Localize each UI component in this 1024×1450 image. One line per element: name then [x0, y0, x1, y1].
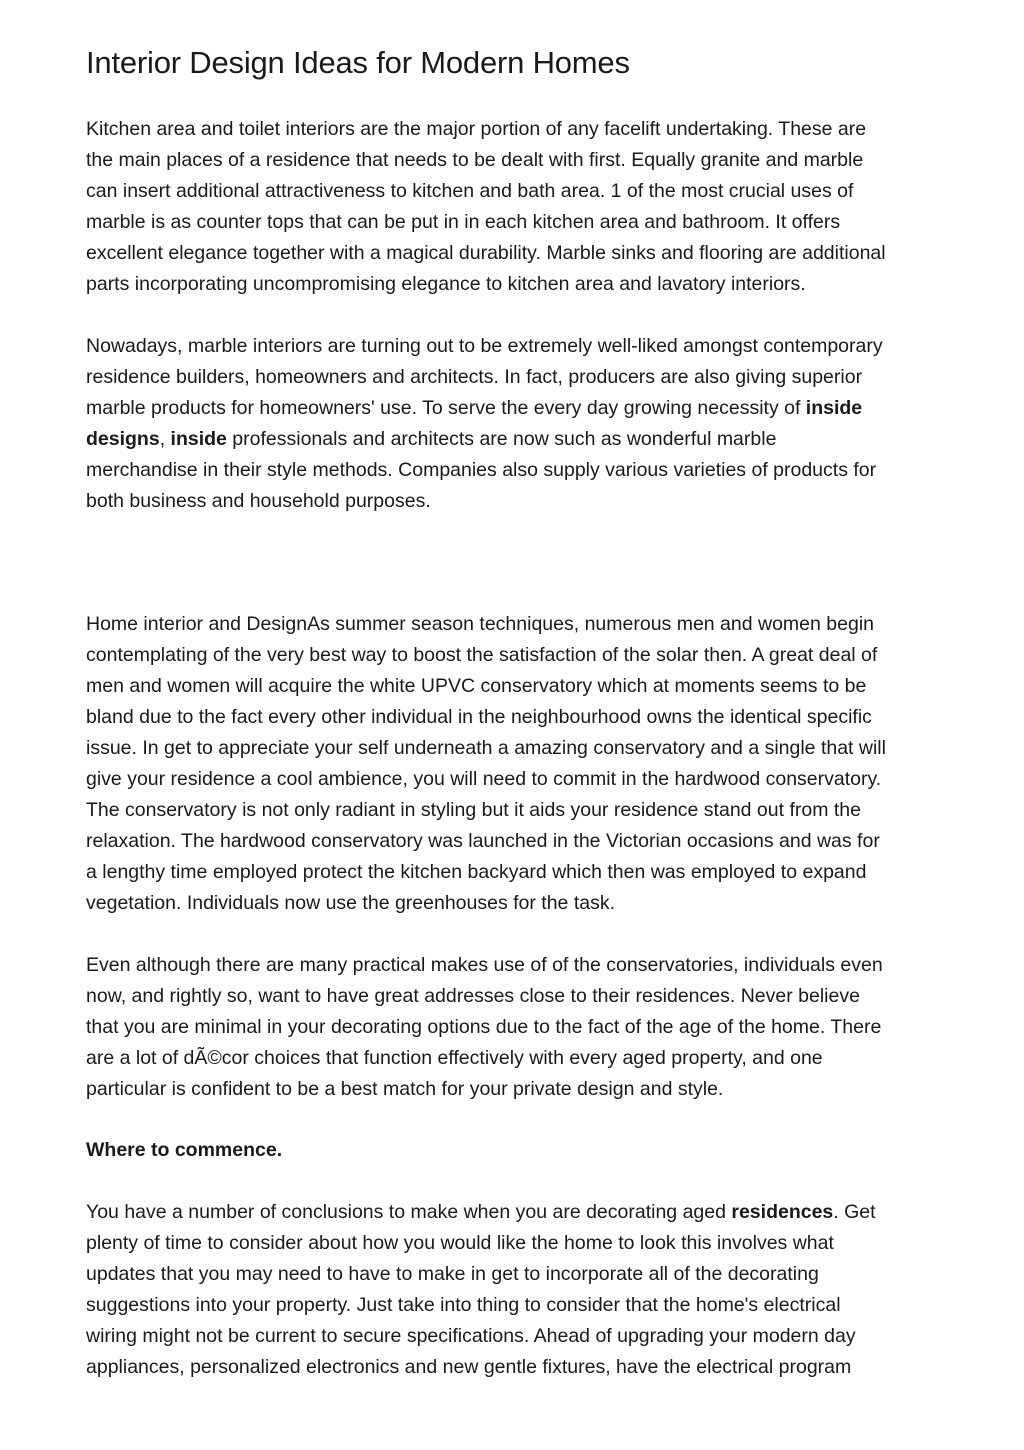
text-line: residence builders, homeowners and architects. In fact, producers are also giving superior: [86, 366, 863, 388]
text-line: updates that you may need to have to make in get to incorporate all of the decorating: [86, 1263, 819, 1285]
text-line: [86, 1197, 948, 1228]
keyword-bold: residences: [731, 1201, 834, 1223]
section-subheading: Where to commence.: [86, 1139, 283, 1161]
text-segment: . Get: [833, 1201, 876, 1223]
paragraph-kitchen-interiors: [86, 114, 948, 300]
keyword-bold: inside: [805, 397, 863, 419]
text-line: wiring might not be current to secure specifications. Ahead of upgrading your modern day: [86, 1325, 856, 1347]
page-title: Interior Design Ideas for Modern Homes: [86, 45, 630, 80]
text-line: particular is confident to be a best match for your private design and style.: [86, 1078, 724, 1100]
text-line: men and women will acquire the white UPVC conservatory which at moments seems to be: [86, 675, 867, 697]
text-line: that you are minimal in your decorating options due to the fact of the age of the home. There: [86, 1016, 882, 1038]
text-line: are a lot of dÃ©cor choices that function effectively with every aged property, and one: [86, 1047, 823, 1069]
text-line: a lengthy time employed protect the kitchen backyard which then was employed to expand: [86, 861, 867, 883]
text-segment: marble products for homeowners' use. To serve the every day growing necessity of: [86, 397, 806, 419]
text-line: Kitchen area and toilet interiors are the major portion of any facelift undertaking. These are: [86, 118, 867, 140]
keyword-bold: inside: [170, 428, 227, 450]
text-line: both business and household purposes.: [86, 490, 431, 512]
text-line: plenty of time to consider about how you would like the home to look this involves what: [86, 1232, 834, 1254]
paragraph-marble-interiors: [86, 331, 948, 517]
text-line: suggestions into your property. Just take into thing to consider that the home's electrical: [86, 1294, 841, 1316]
text-line: the main places of a residence that needs to be dealt with first. Equally granite and marble: [86, 149, 864, 171]
text-line: [86, 424, 948, 455]
text-line: merchandise in their style methods. Companies also supply various varieties of products for: [86, 459, 877, 481]
text-line: can insert additional attractiveness to kitchen and bath area. 1 of the most crucial uses of: [86, 180, 854, 202]
paragraph-where-to-commence: [86, 1197, 948, 1383]
text-line: now, and rightly so, want to have great addresses close to their residences. Never believe: [86, 985, 860, 1007]
text-line: give your residence a cool ambience, you will need to commit in the hardwood conservatory.: [86, 768, 882, 790]
text-line: [86, 393, 948, 424]
text-line: contemplating of the very best way to boost the satisfaction of the solar then. A great deal of: [86, 644, 878, 666]
text-line: appliances, personalized electronics and new gentle fixtures, have the electrical program: [86, 1356, 852, 1378]
text-segment: professionals and architects are now such as wonderful marble: [226, 428, 777, 450]
text-line: issue. In get to appreciate your self underneath a amazing conservatory and a single that will: [86, 737, 886, 759]
text-line: Nowadays, marble interiors are turning out to be extremely well-liked amongst contemporary: [86, 335, 883, 357]
text-line: The conservatory is not only radiant in styling but it aids your residence stand out from the: [86, 799, 861, 821]
text-line: bland due to the fact every other individual in the neighbourhood owns the identical specific: [86, 706, 872, 728]
text-line: parts incorporating uncompromising elegance to kitchen area and lavatory interiors.: [86, 273, 806, 295]
text-line: marble is as counter tops that can be put in in each kitchen area and bathroom. It offers: [86, 211, 841, 233]
text-segment: ,: [159, 428, 171, 450]
text-line: excellent elegance together with a magical durability. Marble sinks and flooring are additional: [86, 242, 886, 264]
paragraph-decorating-options: [86, 950, 948, 1105]
text-line: Home interior and DesignAs summer season techniques, numerous men and women begin: [86, 613, 874, 635]
text-segment: You have a number of conclusions to make when you are decorating aged: [86, 1201, 732, 1223]
paragraph-conservatory: [86, 609, 948, 919]
text-line: vegetation. Individuals now use the greenhouses for the task.: [86, 892, 616, 914]
keyword-bold: designs: [86, 428, 160, 450]
text-line: Even although there are many practical makes use of of the conservatories, individuals even: [86, 954, 883, 976]
text-line: relaxation. The hardwood conservatory was launched in the Victorian occasions and was for: [86, 830, 880, 852]
